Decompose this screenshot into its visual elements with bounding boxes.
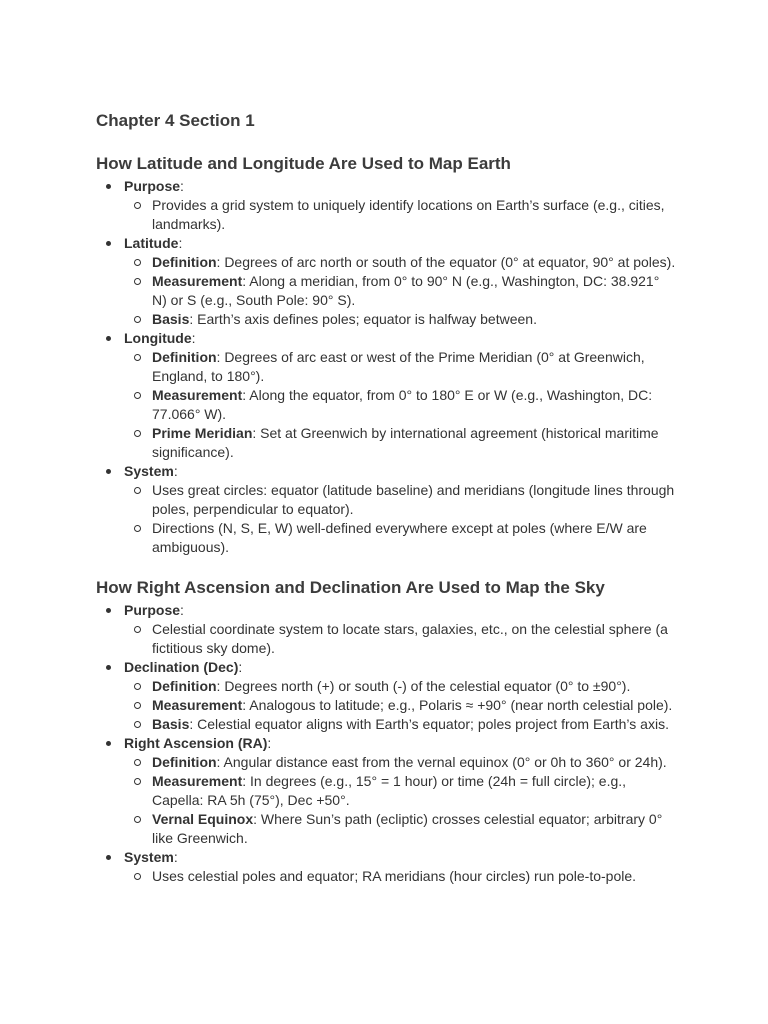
topic-item bbox=[96, 734, 676, 848]
topic-item bbox=[96, 462, 676, 557]
detail-item bbox=[124, 810, 676, 848]
detail-text: : Set at Greenwich by international agreement (historical maritime significance). bbox=[152, 425, 659, 460]
bullet-circle-icon bbox=[134, 487, 141, 494]
bullet-circle-icon bbox=[134, 778, 141, 785]
detail-text: : Angular distance east from the vernal equinox (0° or 0h to 360° or 24h). bbox=[216, 754, 667, 770]
bullet-circle-icon bbox=[134, 392, 141, 399]
bullet-dot-icon bbox=[106, 184, 111, 189]
bullet-circle-icon bbox=[134, 430, 141, 437]
bullet-circle-icon bbox=[134, 816, 141, 823]
detail-term: Prime Meridian bbox=[152, 425, 253, 441]
detail-list bbox=[124, 867, 676, 886]
detail-text: : Degrees of arc east or west of the Prime Meridian (0° at Greenwich, England, to 180°). bbox=[152, 349, 645, 384]
detail-term: Definition bbox=[152, 754, 217, 770]
detail-text: : Analogous to latitude; e.g., Polaris ≈ +90° (near north celestial pole). bbox=[242, 697, 673, 713]
topic-item bbox=[96, 601, 676, 658]
section-ra-declination bbox=[96, 577, 676, 886]
bullet-dot-icon bbox=[106, 665, 111, 670]
detail-item bbox=[124, 348, 676, 386]
detail-text: : Degrees of arc north or south of the equator (0° at equator, 90° at poles). bbox=[216, 254, 676, 270]
detail-item bbox=[124, 715, 676, 734]
detail-term: Definition bbox=[152, 254, 217, 270]
topic-label: Latitude bbox=[124, 235, 179, 251]
detail-text: : Along the equator, from 0° to 180° E or W (e.g., Washington, DC: 77.066° W). bbox=[152, 387, 653, 422]
bullet-circle-icon bbox=[134, 626, 141, 633]
bullet-circle-icon bbox=[134, 873, 141, 880]
detail-text: Provides a grid system to uniquely identify locations on Earth’s surface (e.g., cities, landmarks). bbox=[152, 197, 665, 232]
detail-text: Celestial coordinate system to locate stars, galaxies, etc., on the celestial sphere (a fictitious sky dome). bbox=[152, 621, 668, 656]
topic-label: System bbox=[124, 463, 174, 479]
detail-text: : In degrees (e.g., 15° = 1 hour) or time (24h = full circle); e.g., Capella: RA 5h (75°), Dec +50°. bbox=[152, 773, 627, 808]
bullet-dot-icon bbox=[106, 469, 111, 474]
detail-list bbox=[124, 677, 676, 734]
detail-text: : Earth’s axis defines poles; equator is halfway between. bbox=[189, 311, 537, 327]
detail-item bbox=[124, 519, 676, 557]
detail-item bbox=[124, 196, 676, 234]
topic-label-colon: : bbox=[173, 849, 178, 865]
topic-label: System bbox=[124, 849, 174, 865]
topic-label: Declination (Dec) bbox=[124, 659, 239, 675]
detail-term: Measurement bbox=[152, 773, 243, 789]
bullet-dot-icon bbox=[106, 741, 111, 746]
detail-term: Basis bbox=[152, 716, 190, 732]
topic-label-colon: : bbox=[238, 659, 243, 675]
detail-list bbox=[124, 620, 676, 658]
detail-text: Directions (N, S, E, W) well-defined everywhere except at poles (where E/W are ambiguous). bbox=[152, 520, 647, 555]
topic-label-colon: : bbox=[178, 235, 183, 251]
bullet-circle-icon bbox=[134, 702, 141, 709]
detail-item bbox=[124, 753, 676, 772]
section-heading: How Right Ascension and Declination Are Used to Map the Sky bbox=[96, 578, 605, 597]
detail-term: Measurement bbox=[152, 387, 243, 403]
detail-item bbox=[124, 696, 676, 715]
detail-term: Definition bbox=[152, 678, 217, 694]
topic-label: Right Ascension (RA) bbox=[124, 735, 268, 751]
bullet-circle-icon bbox=[134, 202, 141, 209]
detail-list bbox=[124, 753, 676, 848]
section-heading: How Latitude and Longitude Are Used to Map Earth bbox=[96, 154, 511, 173]
topic-label-colon: : bbox=[267, 735, 272, 751]
detail-text: : Along a meridian, from 0° to 90° N (e.g., Washington, DC: 38.921° N) or S (e.g., South Pole: 90° S). bbox=[152, 273, 660, 308]
bullet-circle-icon bbox=[134, 721, 141, 728]
detail-list bbox=[124, 481, 676, 557]
detail-item bbox=[124, 620, 676, 658]
bullet-dot-icon bbox=[106, 336, 111, 341]
detail-item bbox=[124, 772, 676, 810]
bullet-dot-icon bbox=[106, 241, 111, 246]
detail-list bbox=[124, 348, 676, 462]
detail-item bbox=[124, 481, 676, 519]
topic-label: Purpose bbox=[124, 178, 181, 194]
detail-term: Vernal Equinox bbox=[152, 811, 254, 827]
topic-item bbox=[96, 658, 676, 734]
topic-label: Longitude bbox=[124, 330, 192, 346]
detail-text: Uses celestial poles and equator; RA meridians (hour circles) run pole-to-pole. bbox=[152, 868, 637, 884]
bullet-dot-icon bbox=[106, 608, 111, 613]
detail-item bbox=[124, 253, 676, 272]
detail-text: Uses great circles: equator (latitude baseline) and meridians (longitude lines through poles, perpendicular to equator). bbox=[152, 482, 675, 517]
detail-item bbox=[124, 310, 676, 329]
topic-label-colon: : bbox=[173, 463, 178, 479]
bullet-circle-icon bbox=[134, 525, 141, 532]
topic-label: Purpose bbox=[124, 602, 181, 618]
topic-label-colon: : bbox=[191, 330, 196, 346]
topic-label-colon: : bbox=[180, 602, 184, 618]
detail-item bbox=[124, 386, 676, 424]
topic-item bbox=[96, 329, 676, 462]
detail-item bbox=[124, 677, 676, 696]
bullet-circle-icon bbox=[134, 683, 141, 690]
bullet-circle-icon bbox=[134, 316, 141, 323]
bullet-circle-icon bbox=[134, 259, 141, 266]
detail-item bbox=[124, 867, 676, 886]
bullet-circle-icon bbox=[134, 759, 141, 766]
chapter-title: Chapter 4 Section 1 bbox=[96, 111, 255, 130]
topic-item bbox=[96, 848, 676, 886]
bullet-circle-icon bbox=[134, 278, 141, 285]
topic-list bbox=[96, 177, 676, 557]
topic-item bbox=[96, 177, 676, 234]
detail-list bbox=[124, 253, 676, 329]
detail-text: : Where Sun’s path (ecliptic) crosses celestial equator; arbitrary 0° like Greenwich. bbox=[152, 811, 663, 846]
detail-text: : Celestial equator aligns with Earth’s equator; poles project from Earth’s axis. bbox=[189, 716, 669, 732]
detail-term: Definition bbox=[152, 349, 217, 365]
topic-item bbox=[96, 234, 676, 329]
topic-list bbox=[96, 601, 676, 886]
detail-term: Basis bbox=[152, 311, 190, 327]
detail-item bbox=[124, 424, 676, 462]
section-latitude-longitude bbox=[96, 153, 676, 557]
bullet-dot-icon bbox=[106, 855, 111, 860]
detail-item bbox=[124, 272, 676, 310]
bullet-circle-icon bbox=[134, 354, 141, 361]
detail-list bbox=[124, 196, 676, 234]
detail-text: : Degrees north (+) or south (-) of the celestial equator (0° to ±90°). bbox=[216, 678, 631, 694]
detail-term: Measurement bbox=[152, 697, 243, 713]
topic-label-colon: : bbox=[180, 178, 184, 194]
detail-term: Measurement bbox=[152, 273, 243, 289]
